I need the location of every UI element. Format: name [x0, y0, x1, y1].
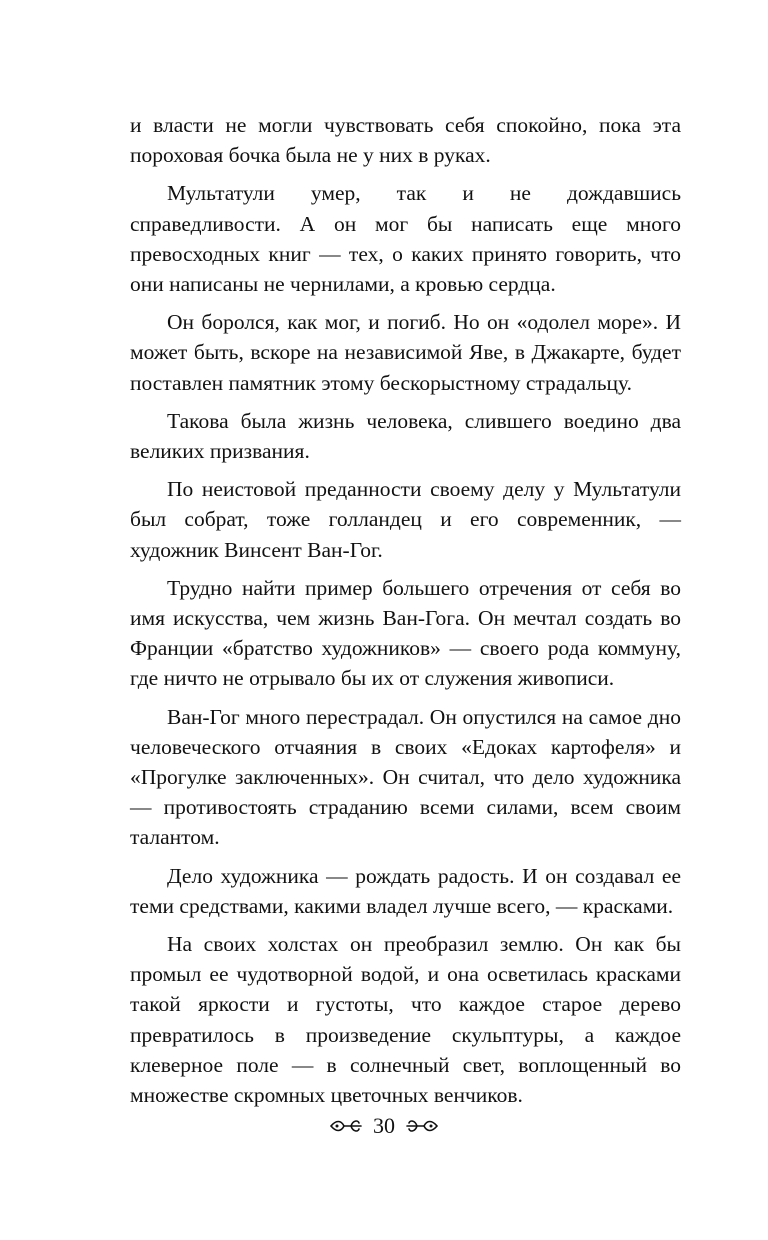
- paragraph-3: Он боролся, как мог, и погиб. Но он «одолел море». И может быть, вскоре на независимой Яве, в Джакарте, будет поставлен памятник этому бескорыстному страдальцу.: [130, 310, 681, 395]
- paragraph-9: На своих холстах он преобразил землю. Он как бы промыл ее чудотворной водой, и она осветилась красками такой яркости и густоты, что каждое старое дерево превратилось в произведение скульптуры, а каждое клеверное поле — в солнечный свет, воплощенный во множестве скромных цветочных венчиков.: [130, 932, 681, 1108]
- body-text: [130, 110, 681, 1118]
- page-number: 30: [373, 1113, 395, 1138]
- paragraph-4: Такова была жизнь человека, слившего воедино два великих призвания.: [130, 408, 681, 464]
- paragraph-8: Дело художника — рождать радость. И он создавал ее теми средствами, какими владел лучше всего, — красками.: [130, 863, 681, 918]
- paragraph-5: По неистовой преданности своему делу у Мультатули был собрат, тоже голландец и его современник, — художник Винсент Ван-Гог.: [130, 477, 681, 562]
- paragraph-7: Ван-Гог много перестрадал. Он опустился на самое дно человеческого отчаяния в своих «Едоках картофеля» и «Прогулке заключенных». Он считал, что дело художника — противостоять страданию всеми силами, всем своим талантом.: [130, 704, 681, 850]
- paragraph-2: Мультатули умер, так и не дождавшись справедливости. А он мог бы написать еще много превосходных книг — тех, о каких принято говорить, что они написаны не чернилами, а кровью сердца.: [130, 181, 681, 297]
- paragraph-1: и власти не могли чувствовать себя спокойно, пока эта пороховая бочка была не у них в руках.: [130, 113, 681, 168]
- page-footer: [0, 1106, 768, 1146]
- fleuron-right-icon: [405, 1115, 439, 1137]
- fleuron-left-icon: [329, 1115, 363, 1137]
- paragraph-6: Трудно найти пример большего отречения от себя во имя искусства, чем жизнь Ван-Гога. Он мечтал создать во Франции «братство художников» — своего рода коммуну, где ничто не отрывало бы их от служения живописи.: [130, 575, 681, 691]
